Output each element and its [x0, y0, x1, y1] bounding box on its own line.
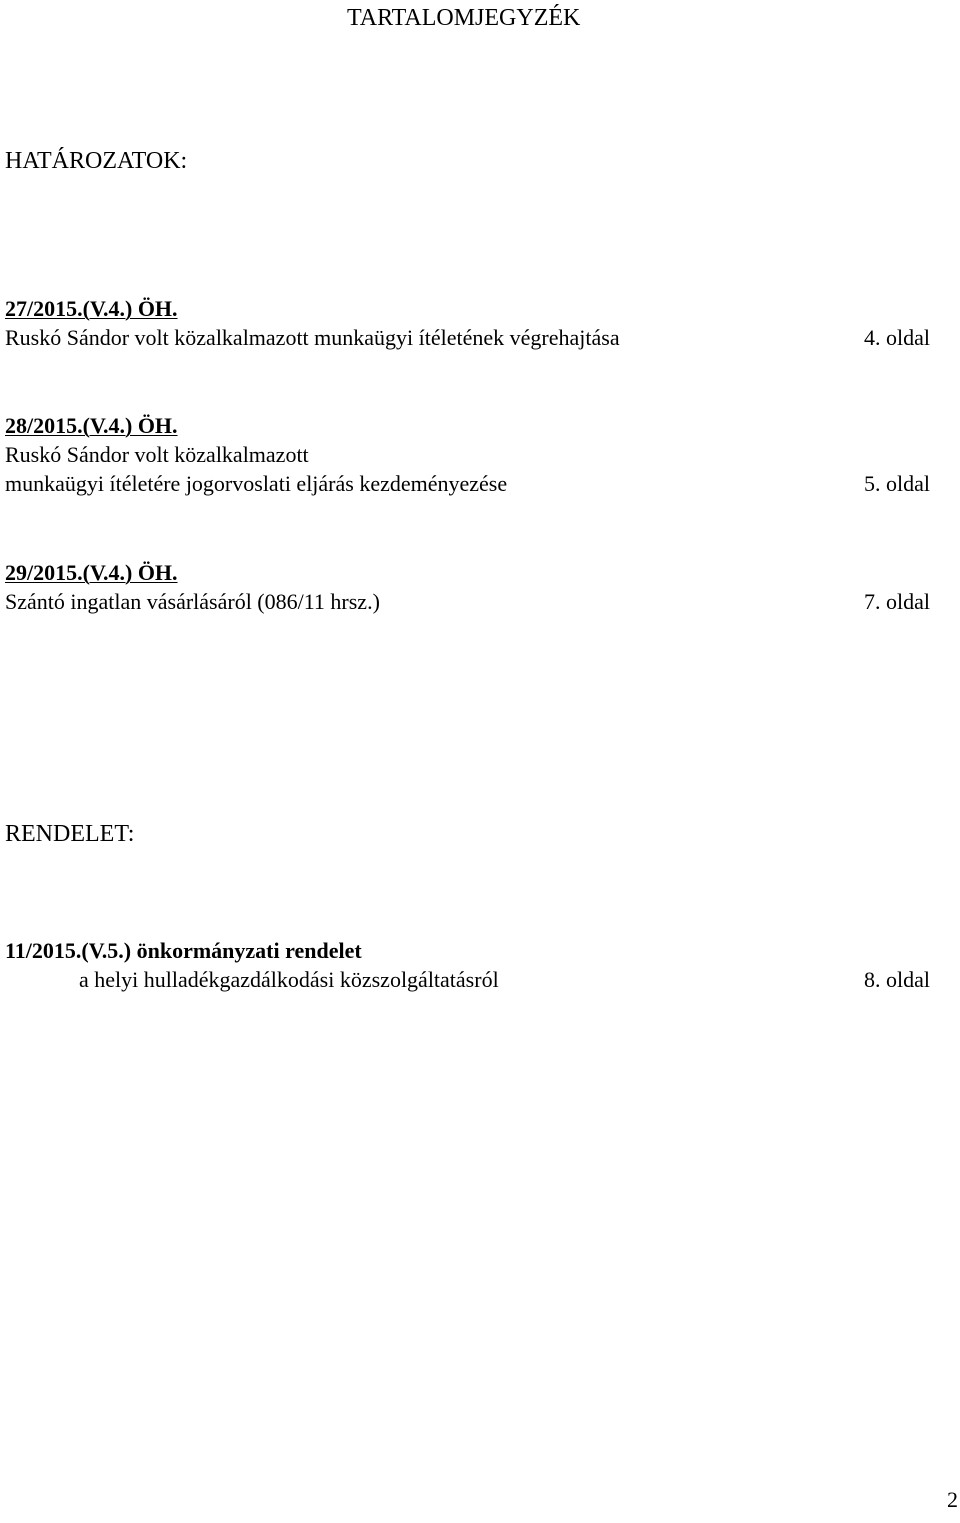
section-heading-rendelet: RENDELET: [5, 821, 135, 847]
entry-reference: 11/2015.(V.5.) önkormányzati rendelet [5, 938, 362, 963]
section-heading-hatarozatok: HATÁROZATOK: [5, 148, 188, 174]
entry-page: 4. oldal [864, 325, 930, 350]
entry-page: 7. oldal [864, 589, 930, 614]
entry-page: 5. oldal [864, 471, 930, 496]
entry-description: Ruskó Sándor volt közalkalmazott munkaügyi ítéletének végrehajtása [5, 325, 620, 350]
entry-description: a helyi hulladékgazdálkodási közszolgáltatásról [79, 967, 499, 992]
entry-description: Ruskó Sándor volt közalkalmazott [5, 442, 309, 467]
entry-reference: 27/2015.(V.4.) ÖH. [5, 296, 178, 321]
entry-reference: 28/2015.(V.4.) ÖH. [5, 413, 178, 438]
entry-description: munkaügyi ítéletére jogorvoslati eljárás kezdeményezése [5, 471, 508, 496]
page-number: 2 [947, 1487, 958, 1512]
entry-description: Szántó ingatlan vásárlásáról (086/11 hrsz.) [5, 589, 380, 614]
entry-page: 8. oldal [864, 967, 930, 992]
document-title: TARTALOMJEGYZÉK [347, 5, 581, 31]
entry-reference: 29/2015.(V.4.) ÖH. [5, 560, 178, 585]
